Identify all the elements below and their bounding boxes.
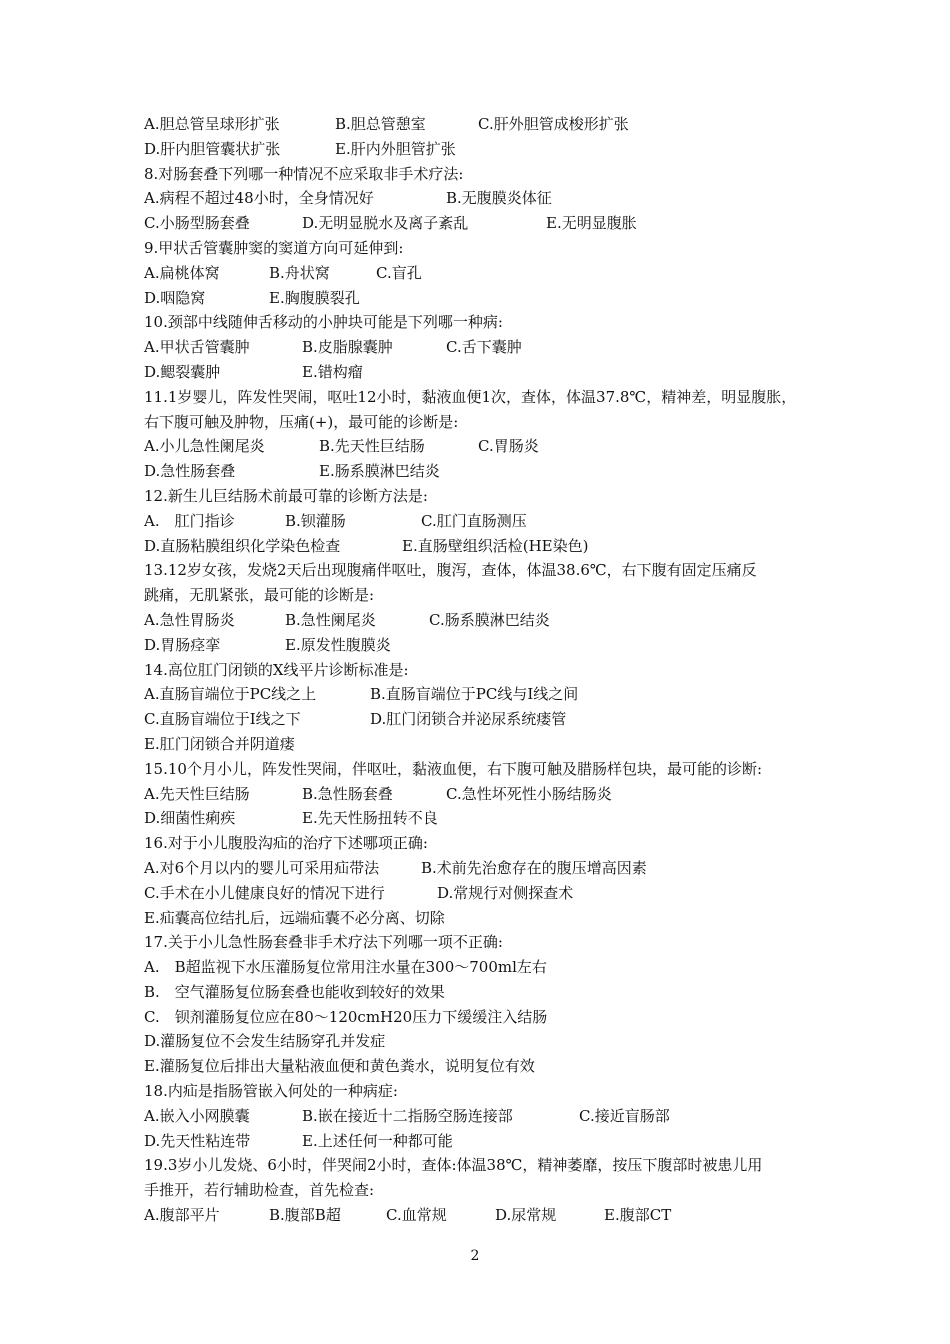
option-text: E.先天性肠扭转不良 [302, 809, 438, 828]
text-line [144, 1079, 824, 1104]
option-text: D.急性肠套叠 [144, 462, 236, 481]
option-text: A.急性胃肠炎 [144, 610, 235, 629]
option-text: B.直肠盲端位于PC线与I线之间 [370, 685, 579, 704]
text-line [144, 112, 824, 137]
text-line [144, 1029, 824, 1054]
option-text: A.对6个月以内的婴儿可采用疝带法 [144, 858, 380, 877]
question-text: 18.内疝是指肠管嵌入何处的一种病症: [144, 1082, 398, 1101]
option-text: B.无腹膜炎体征 [446, 189, 552, 208]
question-text: 跳痛，无肌紧张，最可能的诊断是: [144, 586, 375, 605]
option-text: B.急性肠套叠 [302, 784, 393, 803]
option-text: B.钡灌肠 [285, 511, 346, 530]
option-text: C.肛门直肠测压 [421, 511, 527, 530]
question-text: 8.对肠套叠下列哪一种情况不应采取非手术疗法: [144, 164, 464, 183]
text-line [144, 930, 824, 955]
text-line [144, 980, 824, 1005]
option-text: A.病程不超过48小时，全身情况好 [144, 189, 374, 208]
question-text: 19.3岁小儿发烧、6小时，伴哭闹2小时，查体:体温38℃，精神萎靡，按压下腹部时被患儿用 [144, 1156, 763, 1175]
option-text: E.错构瘤 [302, 362, 363, 381]
option-text: E.直肠壁组织活检(HE染色) [402, 536, 589, 555]
text-line [144, 335, 824, 360]
option-text: C.急性坏死性小肠结肠炎 [446, 784, 612, 803]
question-text: 15.10个月小儿，阵发性哭闹，伴呕吐，黏液血便，右下腹可触及腊肠样包块，最可能的诊断: [144, 759, 762, 778]
text-line [144, 236, 824, 261]
option-text: C.盲孔 [376, 263, 422, 282]
text-line [144, 757, 824, 782]
text-line [144, 633, 824, 658]
question-text-block [144, 112, 824, 1228]
option-text: B.舟状窝 [269, 263, 330, 282]
text-line [144, 534, 824, 559]
text-line [144, 831, 824, 856]
question-text: 9.甲状舌管囊肿窦的窦道方向可延伸到: [144, 238, 404, 257]
question-text: 10.颈部中线随伸舌移动的小肿块可能是下列哪一种病: [144, 313, 503, 332]
option-text: A.嵌入小网膜囊 [144, 1106, 250, 1125]
question-text: E.灌肠复位后排出大量粘液血便和黄色粪水，说明复位有效 [144, 1057, 535, 1076]
text-line [144, 682, 824, 707]
option-text: B.腹部B超 [269, 1206, 341, 1225]
question-text: 17.关于小儿急性肠套叠非手术疗法下列哪一项不正确: [144, 933, 503, 952]
question-text: 右下腹可触及肿物，压痛(+)，最可能的诊断是: [144, 412, 459, 431]
text-line [144, 162, 824, 187]
page-number: 2 [470, 1248, 480, 1264]
text-line [144, 856, 824, 881]
text-line [144, 509, 824, 534]
option-text: D.肛门闭锁合并泌尿系统瘘管 [370, 710, 567, 729]
text-line [144, 1104, 824, 1129]
option-text: E.原发性腹膜炎 [285, 635, 391, 654]
text-line [144, 558, 824, 583]
option-text: C.胃肠炎 [478, 437, 539, 456]
option-text: A.腹部平片 [144, 1206, 220, 1225]
text-line [144, 707, 824, 732]
text-line [144, 310, 824, 335]
text-line [144, 732, 824, 757]
text-line [144, 881, 824, 906]
option-text: D.鳃裂囊肿 [144, 362, 221, 381]
option-text: D.无明显脱水及离子紊乱 [302, 214, 469, 233]
text-line [144, 782, 824, 807]
option-text: C.血常规 [386, 1206, 447, 1225]
option-text: C.肝外胆管成梭形扩张 [478, 115, 629, 133]
text-line [144, 955, 824, 980]
option-text: A.直肠盲端位于PC线之上 [144, 685, 317, 704]
question-text: 16.对于小儿腹股沟疝的治疗下述哪项正确: [144, 834, 428, 853]
question-text: B. 空气灌肠复位肠套叠也能收到较好的效果 [144, 982, 445, 1001]
option-text: D.先天性粘连带 [144, 1131, 251, 1150]
option-text: E.肠系膜淋巴结炎 [319, 462, 440, 481]
option-text: B.术前先治愈存在的腹压增高因素 [421, 858, 647, 877]
text-line [144, 1054, 824, 1079]
question-text: E.肛门闭锁合并阴道瘘 [144, 734, 295, 753]
option-text: C.肠系膜淋巴结炎 [429, 610, 550, 629]
question-text: A. B超监视下水压灌肠复位常用注水量在300～700ml左右 [144, 958, 547, 977]
option-text: B.胆总管憩室 [335, 115, 426, 133]
question-text: D.灌肠复位不会发生结肠穿孔并发症 [144, 1032, 386, 1051]
text-line [144, 410, 824, 435]
option-text: A.小儿急性阑尾炎 [144, 437, 265, 456]
option-text: C.舌下囊肿 [446, 338, 522, 357]
option-text: D.肝内胆管囊状扩张 [144, 139, 281, 158]
option-text: C.手术在小儿健康良好的情况下进行 [144, 883, 385, 902]
option-text: A.先天性巨结肠 [144, 784, 250, 803]
question-text: 手推开，若行辅助检查，首先检查: [144, 1181, 375, 1200]
option-text: B.急性阑尾炎 [285, 610, 376, 629]
option-text: A.扁桃体窝 [144, 263, 220, 282]
option-text: D.直肠粘膜组织化学染色检查 [144, 536, 341, 555]
option-text: A. 肛门指诊 [144, 511, 235, 530]
text-line [144, 1153, 824, 1178]
text-line [144, 286, 824, 311]
question-text: E.疝囊高位结扎后，远端疝囊不必分离、切除 [144, 908, 445, 927]
text-line [144, 186, 824, 211]
text-line [144, 385, 824, 410]
option-text: D.常规行对侧探查术 [437, 883, 574, 902]
option-text: B.皮脂腺囊肿 [302, 338, 393, 357]
text-line [144, 1203, 824, 1228]
option-text: A.胆总管呈球形扩张 [144, 115, 280, 133]
text-line [144, 806, 824, 831]
question-text: 14.高位肛门闭锁的X线平片诊断标准是: [144, 660, 409, 679]
question-text: C. 钡剂灌肠复位应在80～120cmH20压力下缓缓注入结肠 [144, 1007, 548, 1026]
option-text: D.胃肠痉挛 [144, 635, 221, 654]
text-line [144, 1178, 824, 1203]
option-text: E.上述任何一种都可能 [302, 1131, 453, 1150]
text-line [144, 137, 824, 162]
option-text: E.无明显腹胀 [546, 214, 637, 233]
option-text: C.接近盲肠部 [579, 1106, 670, 1125]
option-text: D.咽隐窝 [144, 288, 206, 307]
option-text: C.直肠盲端位于I线之下 [144, 710, 301, 729]
text-line [144, 459, 824, 484]
option-text: E.腹部CT [604, 1206, 672, 1225]
option-text: D.尿常规 [495, 1206, 557, 1225]
option-text: C.小肠型肠套叠 [144, 214, 250, 233]
text-line [144, 1129, 824, 1154]
question-text: 13.12岁女孩，发烧2天后出现腹痛伴呕吐，腹泻，查体，体温38.6℃，右下腹有固定压痛反 [144, 561, 757, 580]
text-line [144, 906, 824, 931]
question-text: 12.新生儿巨结肠术前最可靠的诊断方法是: [144, 486, 428, 505]
text-line [144, 484, 824, 509]
text-line [144, 360, 824, 385]
option-text: B.先天性巨结肠 [319, 437, 425, 456]
option-text: B.嵌在接近十二指肠空肠连接部 [302, 1106, 513, 1125]
text-line [144, 583, 824, 608]
text-line [144, 608, 824, 633]
text-line [144, 1005, 824, 1030]
option-text: E.胸腹膜裂孔 [269, 288, 360, 307]
option-text: A.甲状舌管囊肿 [144, 338, 250, 357]
text-line [144, 261, 824, 286]
text-line [144, 434, 824, 459]
option-text: D.细菌性痢疾 [144, 809, 236, 828]
option-text: E.肝内外胆管扩张 [335, 139, 456, 158]
text-line [144, 658, 824, 683]
text-line [144, 211, 824, 236]
question-text: 11.1岁婴儿，阵发性哭闹，呕吐12小时，黏液血便1次，查体，体温37.8℃，精神差，明显腹胀， [144, 387, 797, 406]
